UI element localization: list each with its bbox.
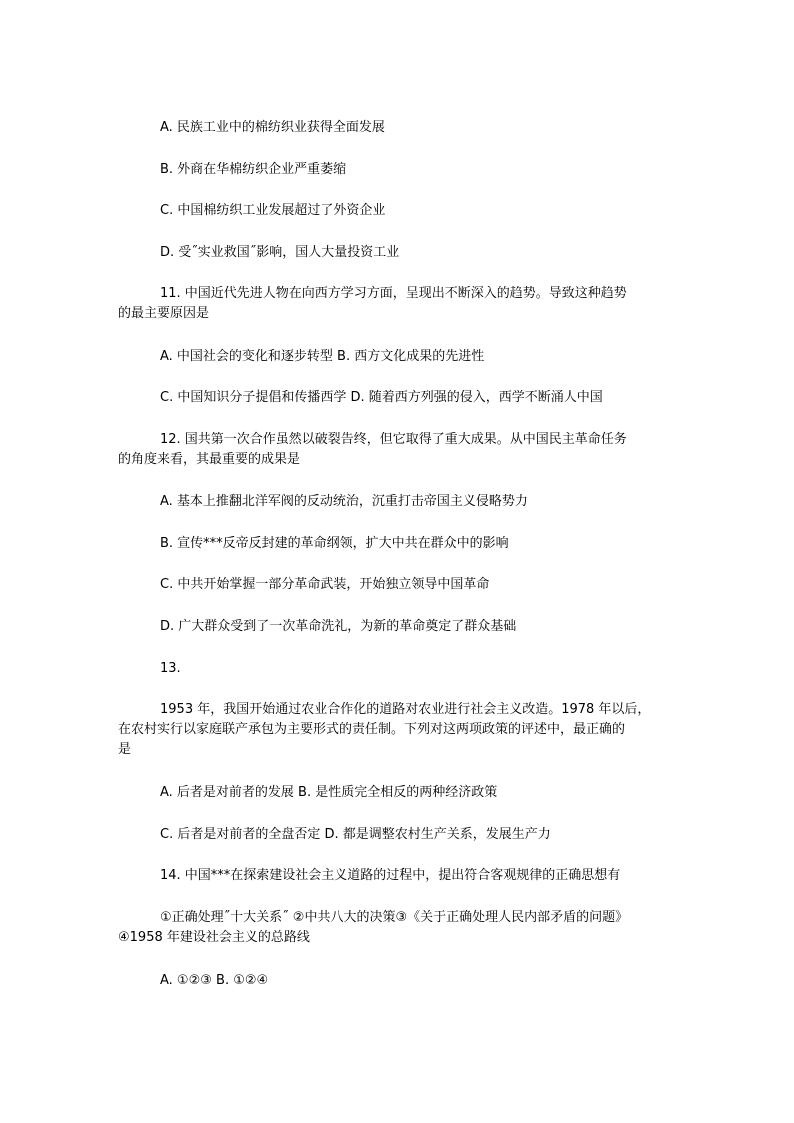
q12-option-b: B. 宣传***反帝反封建的革命纲领，扩大中共在群众中的影响: [160, 536, 509, 551]
q12-option-a: A. 基本上推翻北洋军阀的反动统治，沉重打击帝国主义侵略势力: [160, 494, 528, 509]
q10-option-b: B. 外商在华棉纺织企业严重萎缩: [160, 162, 347, 177]
q13-stem-line3: 是: [118, 742, 132, 757]
q11-options-cd: C. 中国知识分子提倡和传播西学 D. 随着西方列强的侵入，西学不断涌人中国: [160, 390, 603, 405]
q13-options-ab: A. 后者是对前者的发展 B. 是性质完全相反的两种经济政策: [160, 785, 498, 800]
q14-items-line1: ①正确处理˝十大关系˝ ②中共八大的决策③《关于正确处理人民内部矛盾的问题》: [160, 910, 629, 925]
q13-number: 13.: [160, 661, 181, 676]
q12-stem-line2: 的角度来看，其最重要的成果是: [118, 452, 301, 467]
q12-stem-line1: 12. 国共第一次合作虽然以破裂告终，但它取得了重大成果。从中国民主革命任务: [160, 432, 627, 447]
q14-options-ab: A. ①②③ B. ①②④: [160, 973, 269, 988]
q13-stem-line1: 1953 年，我国开始通过农业合作化的道路对农业进行社会主义改造。1978 年以后，: [160, 702, 651, 717]
q11-options-ab: A. 中国社会的变化和逐步转型 B. 西方文化成果的先进性: [160, 349, 485, 364]
q14-stem: 14. 中国***在探索建设社会主义道路的过程中，提出符合客观规律的正确思想有: [160, 868, 621, 883]
q11-stem-line1: 11. 中国近代先进人物在向西方学习方面，呈现出不断深入的趋势。导致这种趋势: [160, 286, 627, 301]
q14-items-line2: ④1958 年建设社会主义的总路线: [118, 930, 310, 945]
q13-options-cd: C. 后者是对前者的全盘否定 D. 都是调整农村生产关系，发展生产力: [160, 827, 551, 842]
q10-option-c: C. 中国棉纺织工业发展超过了外资企业: [160, 203, 386, 218]
q11-stem-line2: 的最主要原因是: [118, 306, 210, 321]
q12-option-c: C. 中共开始掌握一部分革命武装，开始独立领导中国革命: [160, 577, 490, 592]
q12-option-d: D. 广大群众受到了一次革命洗礼，为新的革命奠定了群众基础: [160, 619, 517, 634]
q10-option-a: A. 民族工业中的棉纺织业获得全面发展: [160, 120, 385, 135]
q13-stem-line2: 在农村实行以家庭联产承包为主要形式的责任制。下列对这两项政策的评述中，最正确的: [118, 722, 626, 737]
q10-option-d: D. 受˝实业救国˝影响，国人大量投资工业: [160, 245, 400, 260]
